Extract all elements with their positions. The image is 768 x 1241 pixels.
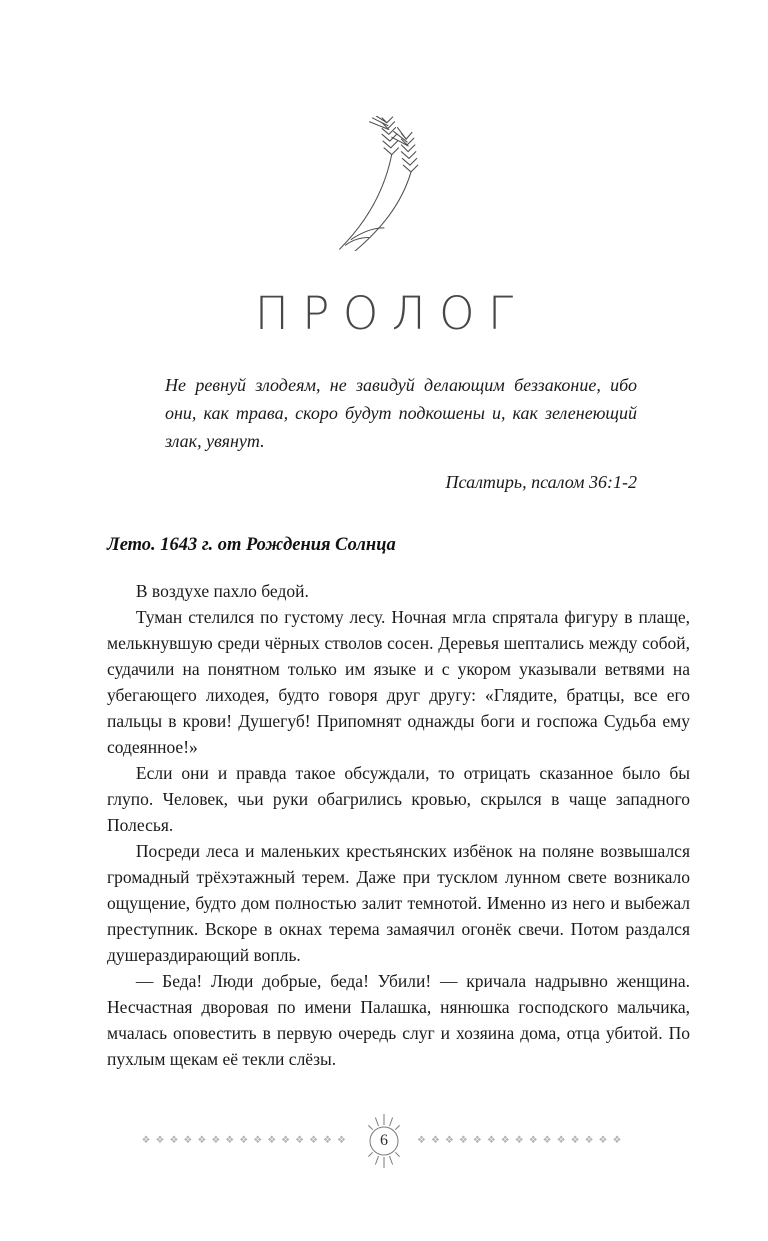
epigraph-text: Не ревнуй злодеям, не завидуй делающим беззаконие, ибо они, как трава, скоро будут подкошены и, как зеленеющий злак, увянут. — [165, 375, 637, 451]
section-heading: Лето. 1643 г. от Рождения Солнца — [107, 534, 396, 555]
epigraph-attribution: Псалтирь, псалом 36:1-2 — [445, 471, 637, 492]
paragraph: — Беда! Люди добрые, беда! Убили! — кричала надрывно женщина. Несчастная дворовая по имени Палашка, нянюшка господского мальчика, мчалась оповестить в первую очередь слуг и хозяина дома, отца убитой. По пухлым щекам её текли слёзы. — [107, 970, 690, 1069]
paragraph: В воздухе пахло бедой. — [135, 580, 309, 601]
page-footer — [0, 1112, 768, 1170]
ornament-right: ❖❖❖❖❖❖❖❖❖❖❖❖❖❖❖ — [417, 1135, 627, 1146]
body-text — [107, 578, 690, 1072]
chapter-title: ПРОЛОГ — [254, 287, 527, 340]
ornament-left: ❖❖❖❖❖❖❖❖❖❖❖❖❖❖❖ — [141, 1135, 351, 1146]
paragraph: Посреди леса и маленьких крестьянских избёнок на поляне возвышался громадный трёхэтажный терем. Даже при тусклом лунном свете возникало ощущение, будто дом полностью залит темнотой. Именно из него и выбежал преступник. Вскоре в окнах терема замаячил огонёк свечи. Потом раздался душераздирающий вопль. — [107, 840, 690, 965]
page-number: 6 — [380, 1132, 388, 1149]
paragraph: Туман стелился по густому лесу. Ночная мгла спрятала фигуру в плаще, мелькнувшую среди чёрных стволов сосен. Деревья шептались между собой, судачили на понятном только им языке и с укором указывали ветвями на убегающего лиходея, будто говоря друг другу: «Глядите, братцы, все его пальцы в крови! Душегуб! Припомнят однажды боги и госпожа Судьба ему содеянное!» — [107, 606, 690, 757]
wheat-icon — [324, 116, 444, 251]
paragraph: Если они и правда такое обсуждали, то отрицать сказанное было бы глупо. Человек, чьи руки обагрились кровью, скрылся в чаще западного Полесья. — [107, 762, 690, 835]
sun-icon — [361, 1112, 407, 1170]
epigraph — [165, 372, 637, 493]
